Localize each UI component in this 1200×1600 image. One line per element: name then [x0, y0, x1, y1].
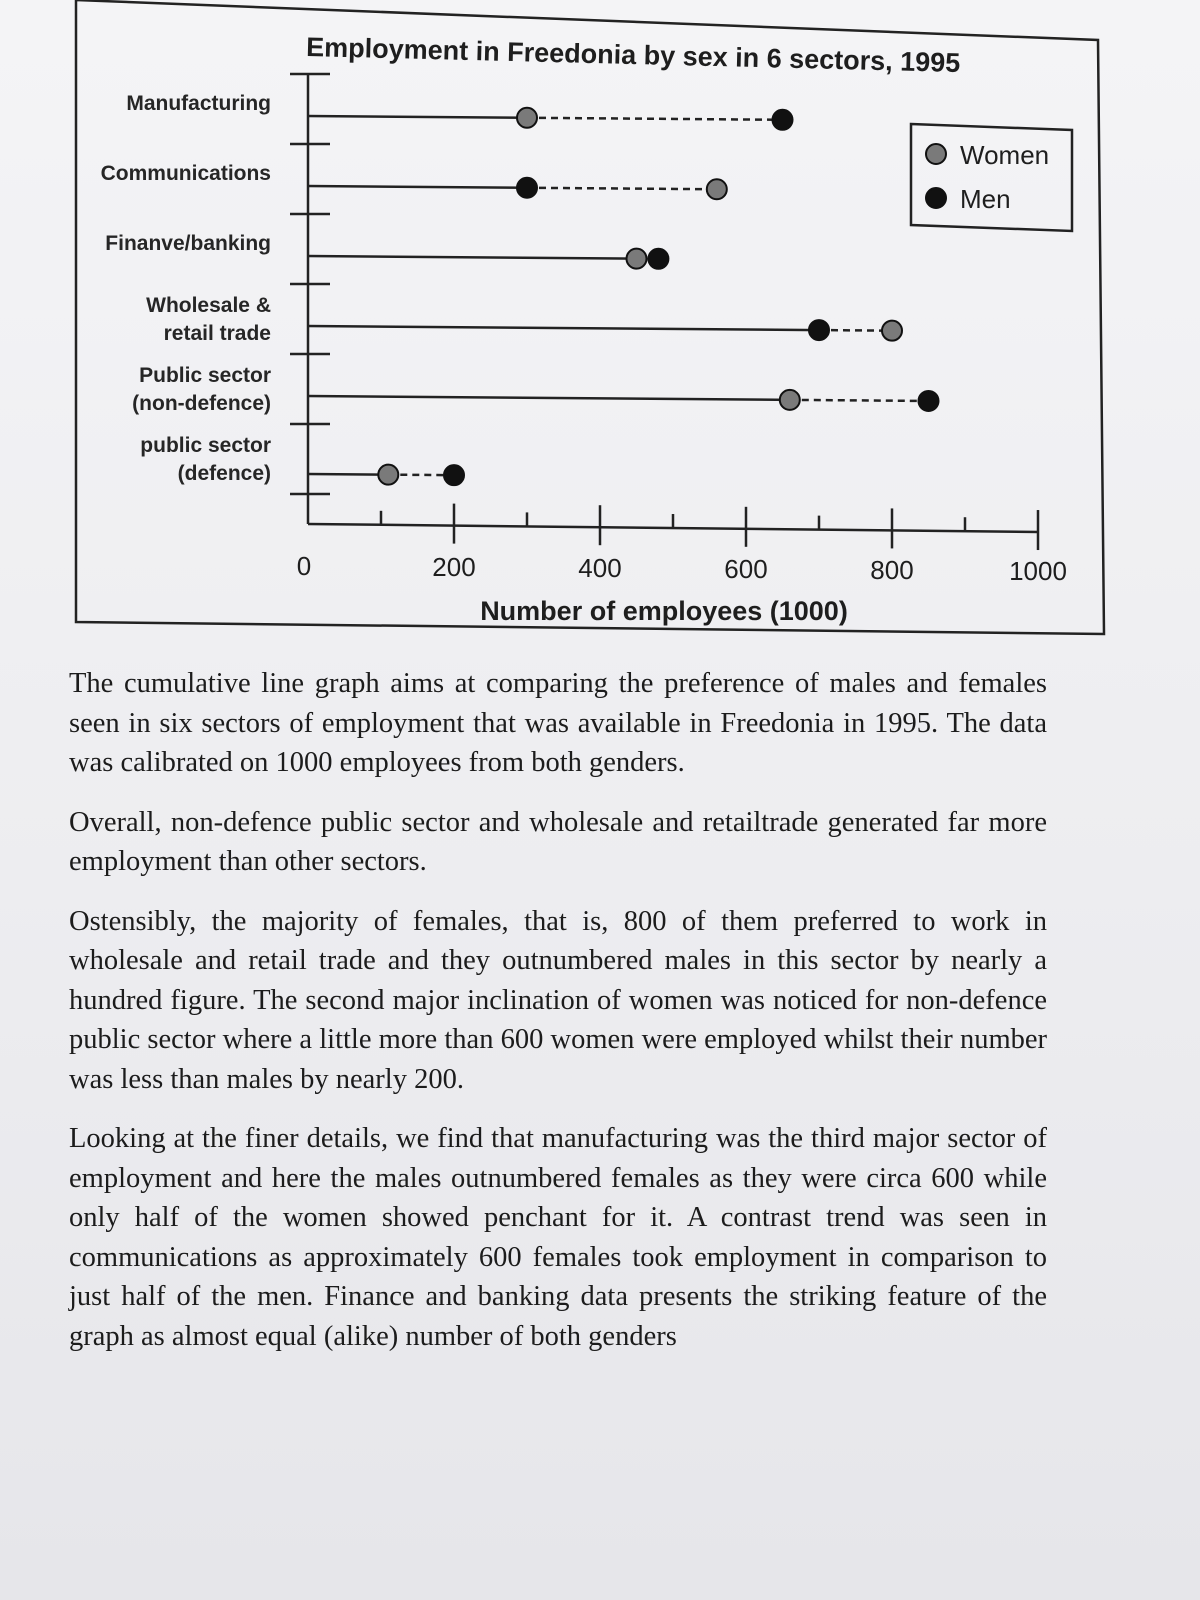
series-dashed-gap — [790, 400, 929, 401]
women-data-point — [882, 321, 902, 341]
men-data-point — [809, 320, 829, 340]
men-data-point — [773, 110, 793, 130]
men-data-point — [517, 178, 537, 198]
women-data-point — [378, 465, 398, 485]
x-tick-label: 1000 — [1009, 556, 1067, 586]
men-data-point — [444, 465, 464, 485]
essay-paragraph-2: Overall, non-defence public sector and wholesale and retailtrade generated far more employment than other sectors. — [69, 806, 1047, 877]
chart-legend — [911, 124, 1072, 231]
category-label: public sector (defence) — [140, 434, 271, 485]
x-tick-label: 0 — [296, 551, 312, 581]
women-data-point — [780, 390, 800, 410]
x-tick-label: 800 — [870, 555, 914, 585]
series-line — [308, 256, 637, 259]
category-label: Communications — [100, 162, 271, 185]
chart-marks — [101, 74, 1067, 586]
x-tick-label: 400 — [578, 553, 622, 583]
series-dashed-gap — [527, 188, 717, 190]
legend-men-marker — [926, 188, 946, 208]
essay-paragraph-1: The cumulative line graph aims at comparing the preference of males and females seen in six sectors of employment that was available in Freedonia in 1995. The data was calibrated on 1000 employees from both genders. — [69, 668, 1047, 778]
x-tick-label: 600 — [724, 554, 768, 584]
women-data-point — [517, 108, 537, 128]
employment-chart — [74, 0, 1128, 646]
essay-text — [69, 664, 1047, 1376]
men-data-point — [648, 249, 668, 269]
series-line — [308, 326, 819, 330]
chart-title: Employment in Freedonia by sex in 6 sectors, 1995 — [305, 32, 961, 78]
x-axis-title: Number of employees (1000) — [480, 596, 848, 626]
chart-svg — [74, 0, 1128, 646]
legend-women-label: Women — [960, 140, 1050, 170]
women-data-point — [627, 249, 647, 269]
women-data-point — [707, 179, 727, 199]
category-label: Public sector (non-defence) — [132, 364, 271, 415]
series-line — [308, 474, 388, 475]
essay-paragraph-4: Looking at the finer details, we find that manufacturing was the third major sector of employment and here the males outnumbered females as they were circa 600 while only half of the women showed penchant for it. A contrast trend was seen in communications as approximately 600 females took employment in comparison to just half of the men. Finance and banking data presents the striking feature of the graph as almost equal (alike) number of both genders — [69, 1123, 1047, 1352]
series-line — [308, 186, 527, 188]
essay-paragraph-3: Ostensibly, the majority of females, that is, 800 of them preferred to work in wholesale and retail trade and they outnumbered males in this sector by nearly a hundred figure. The second major inclination of women was noticed for non-defence public sector where a little more than 600 women were employed whilst their number was less than males by nearly 200. — [69, 905, 1047, 1095]
legend-men-label: Men — [960, 184, 1011, 214]
category-label: Finanve/banking — [105, 232, 271, 255]
series-dashed-gap — [527, 118, 783, 120]
series-line — [308, 116, 527, 118]
series-line — [308, 396, 790, 400]
category-label: Wholesale & retail trade — [146, 294, 271, 345]
x-tick-label: 200 — [432, 552, 476, 582]
men-data-point — [919, 391, 939, 411]
legend-women-marker — [926, 144, 946, 164]
category-label: Manufacturing — [126, 92, 271, 115]
